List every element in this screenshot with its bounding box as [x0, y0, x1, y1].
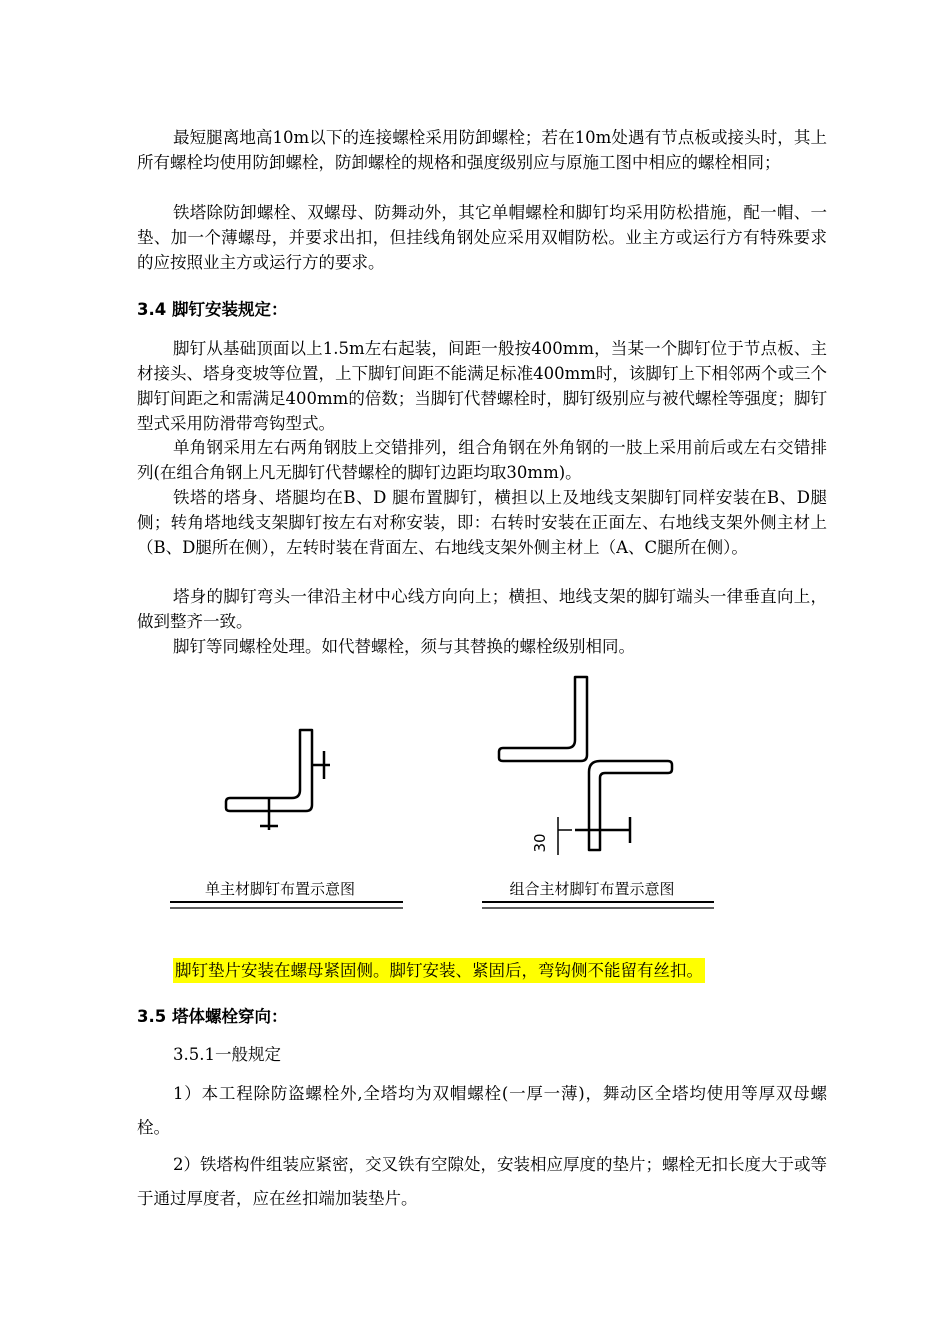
paragraph-bend-direction: 塔身的脚钉弯头一律沿主材中心线方向向上；横担、地线支架的脚钉端头一律垂直向上，做到整齐一致。	[137, 587, 827, 631]
paragraph-anti-theft-bolts: 最短腿离地高10m以下的连接螺栓采用防卸螺栓；若在10m处遇有节点板或接头时，其上所有螺栓均使用防卸螺栓，防卸螺栓的规格和强度级别应与原施工图中相应的螺栓相同；	[137, 128, 827, 172]
paragraph-double-nut: 1）本工程除防盗螺栓外,全塔均为双帽螺栓(一厚一薄)，舞动区全塔均使用等厚双母螺栓。	[137, 1084, 827, 1137]
caption-combined-main: 组合主材脚钉布置示意图	[509, 880, 675, 898]
section-heading-3-5: 3.5 塔体螺栓穿向：	[137, 1007, 288, 1026]
paragraph-as-bolts: 脚钉等同螺栓处理。如代替螺栓，须与其替换的螺栓级别相同。	[173, 637, 635, 656]
highlighted-note: 脚钉垫片安装在螺母紧固侧。脚钉安装、紧固后，弯钩侧不能留有丝扣。	[173, 958, 705, 983]
dimension-label: 30	[531, 833, 549, 853]
section-heading-3-4: 3.4 脚钉安装规定：	[137, 300, 288, 319]
foot-nail-layout-diagram	[160, 665, 730, 915]
caption-single-main: 单主材脚钉布置示意图	[204, 880, 356, 898]
paragraph-tower-legs: 铁塔的塔身、塔腿均在B、D 腿布置脚钉，横担以上及地线支架脚钉同样安装在B、D腿侧；转角塔地线支架脚钉按左右对称安装，即：右转时安装在正面左、右地线支架外侧主材上（B、D腿所在侧），左转时装在背面左、右地线支架外侧主材上（A、C腿所在侧）。	[137, 488, 827, 557]
paragraph-assembly-washers: 2）铁塔构件组装应紧密，交叉铁有空隙处，安装相应厚度的垫片；螺栓无扣长度大于或等于通过厚度者，应在丝扣端加装垫片。	[137, 1155, 827, 1208]
paragraph-angle-steel: 单角钢采用左右两角钢肢上交错排列，组合角钢在外角钢的一肢上采用前后或左右交错排列(在组合角钢上凡无脚钉代替螺栓的脚钉边距均取30mm)。	[137, 438, 827, 482]
single-main-member-drawing	[226, 730, 330, 830]
combined-main-member-drawing	[499, 677, 672, 855]
paragraph-anti-loosening: 铁塔除防卸螺栓、双螺母、防舞动外，其它单帽螺栓和脚钉均采用防松措施，配一帽、一垫、加一个薄螺母，并要求出扣，但挂线角钢处应采用双帽防松。业主方或运行方有特殊要求的应按照业主方或运行方的要求。	[137, 203, 827, 272]
paragraph-general-rules: 3.5.1一般规定	[173, 1045, 281, 1064]
paragraph-foot-nail-spacing: 脚钉从基础顶面以上1.5m左右起装，间距一般按400mm，当某一个脚钉位于节点板、主材接头、塔身变坡等位置，上下脚钉间距不能满足标准400mm时，该脚钉上下相邻两个或三个脚钉间距之和需满足400mm的倍数；当脚钉代替螺栓时，脚钉级别应与被代螺栓等强度；脚钉型式采用防滑带弯钩型式。	[137, 339, 827, 433]
